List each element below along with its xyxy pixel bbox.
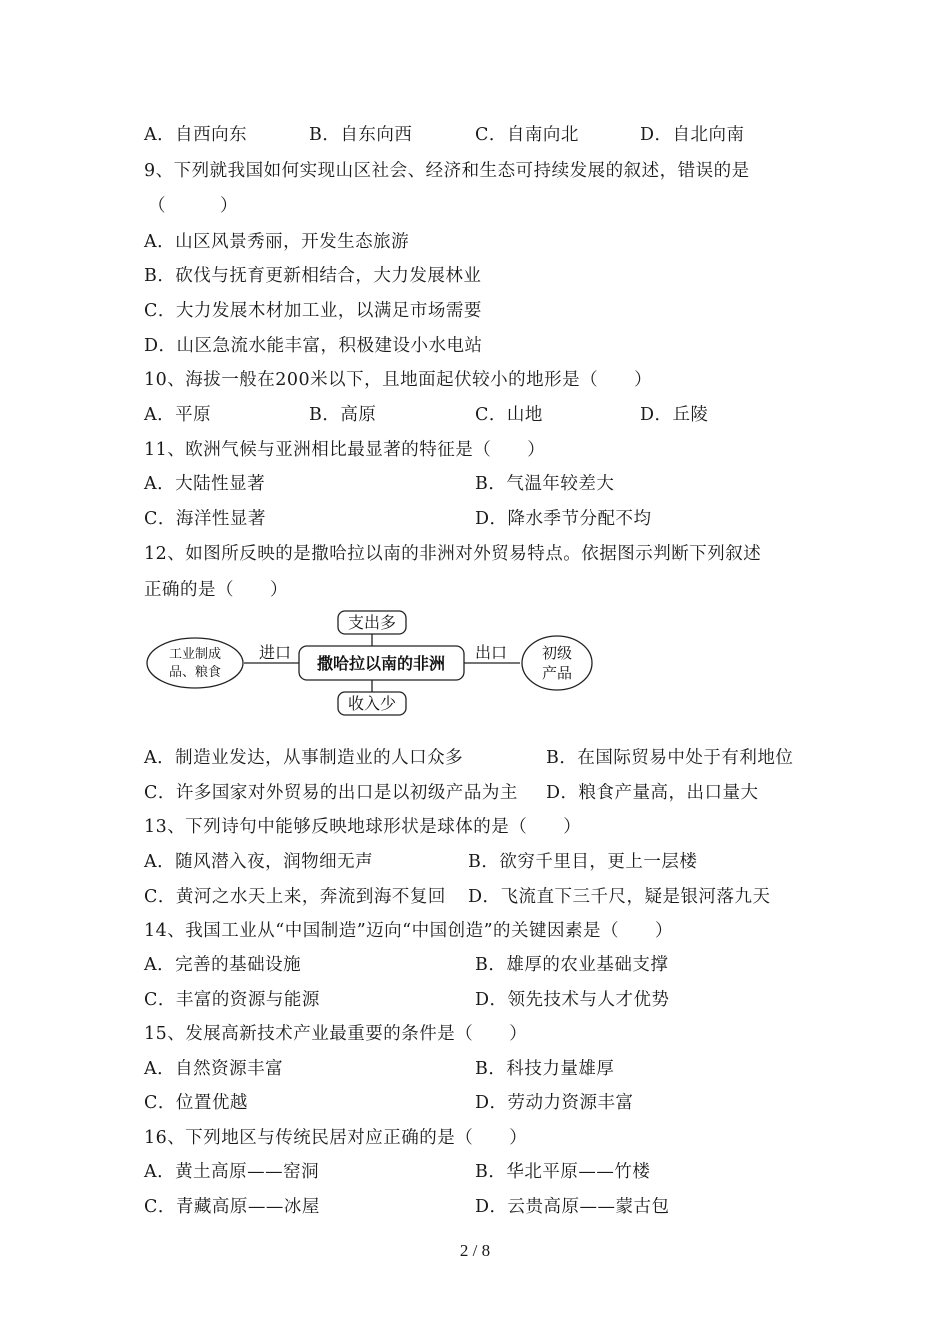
q16-option-d: D．云贵高原——蒙古包: [475, 1197, 670, 1217]
import-label: 进口: [258, 643, 292, 662]
right-oval-line2: 产品: [541, 664, 573, 682]
q9-option-c: C．大力发展木材加工业，以满足市场需要: [144, 301, 482, 321]
q15-stem: 15、发展高新技术产业最重要的条件是（ ）: [144, 1024, 528, 1044]
q14-option-c: C．丰富的资源与能源: [144, 990, 320, 1010]
q16-option-c: C．青藏高原——冰屋: [144, 1197, 320, 1217]
q15-option-b: B．科技力量雄厚: [475, 1059, 615, 1079]
q9-stem: 9、下列就我国如何实现山区社会、经济和生态可持续发展的叙述，错误的是: [144, 161, 750, 181]
q12-option-a: A．制造业发达，从事制造业的人口众多: [144, 748, 464, 768]
q16-option-b: B．华北平原——竹楼: [475, 1162, 651, 1182]
q14-option-b: B．雄厚的农业基础支撑: [475, 955, 669, 975]
q8-option-b: B．自东向西: [309, 125, 413, 145]
q9-paren: （ ）: [148, 196, 238, 216]
q8-option-d: D．自北向南: [640, 125, 745, 145]
export-label: 出口: [474, 643, 508, 662]
q14-option-d: D．领先技术与人才优势: [475, 990, 670, 1010]
trade-diagram: [144, 606, 604, 718]
q12-stem-line2: 正确的是（ ）: [144, 580, 288, 600]
top-box-label: 支出多: [347, 613, 397, 632]
q13-option-c: C．黄河之水天上来，奔流到海不复回: [144, 887, 446, 907]
q14-stem: 14、我国工业从“中国制造”迈向“中国创造”的关键因素是（ ）: [144, 921, 674, 941]
q8-option-c: C．自南向北: [475, 125, 579, 145]
q10-option-a: A．平原: [144, 405, 212, 425]
q13-option-b: B．欲穷千里目，更上一层楼: [468, 852, 698, 872]
q9-option-a: A．山区风景秀丽，开发生态旅游: [144, 232, 410, 252]
q13-option-d: D．飞流直下三千尺，疑是银河落九天: [468, 887, 771, 907]
q10-option-c: C．山地: [475, 405, 543, 425]
q11-option-a: A．大陆性显著: [144, 474, 266, 494]
center-box-label: 撒哈拉以南的非洲: [316, 654, 446, 673]
q10-option-d: D．丘陵: [640, 405, 709, 425]
q11-option-d: D．降水季节分配不均: [475, 509, 652, 529]
right-oval-line1: 初级: [541, 644, 573, 662]
bottom-box-label: 收入少: [347, 694, 397, 713]
q12-option-c: C．许多国家对外贸易的出口是以初级产品为主: [144, 783, 518, 803]
q12-stem-line1: 12、如图所反映的是撒哈拉以南的非洲对外贸易特点。依据图示判断下列叙述: [144, 544, 762, 564]
q15-option-d: D．劳动力资源丰富: [475, 1093, 634, 1113]
q9-option-b: B．砍伐与抚育更新相结合，大力发展林业: [144, 266, 482, 286]
q16-option-a: A．黄土高原——窑洞: [144, 1162, 320, 1182]
q16-stem: 16、下列地区与传统民居对应正确的是（ ）: [144, 1128, 528, 1148]
q11-option-b: B．气温年较差大: [475, 474, 615, 494]
q13-option-a: A．随风潜入夜，润物细无声: [144, 852, 374, 872]
q8-option-a: A．自西向东: [144, 125, 248, 145]
q15-option-c: C．位置优越: [144, 1093, 248, 1113]
q15-option-a: A．自然资源丰富: [144, 1059, 284, 1079]
q14-option-a: A．完善的基础设施: [144, 955, 302, 975]
q9-option-d: D．山区急流水能丰富，积极建设小水电站: [144, 336, 483, 356]
q10-option-b: B．高原: [309, 405, 377, 425]
page-number: 2 / 8: [459, 1241, 491, 1260]
q11-option-c: C．海洋性显著: [144, 509, 266, 529]
left-oval: [147, 638, 243, 688]
q13-stem: 13、下列诗句中能够反映地球形状是球体的是（ ）: [144, 817, 582, 837]
q10-stem: 10、海拔一般在200米以下，且地面起伏较小的地形是（ ）: [144, 370, 653, 390]
left-oval-line2: 品、粮食: [168, 665, 222, 680]
q12-option-d: D．粮食产量高，出口量大: [546, 783, 759, 803]
q11-stem: 11、欧洲气候与亚洲相比最显著的特征是（ ）: [144, 440, 546, 460]
q12-option-b: B．在国际贸易中处于有利地位: [546, 748, 794, 768]
left-oval-line1: 工业制成: [168, 647, 222, 662]
